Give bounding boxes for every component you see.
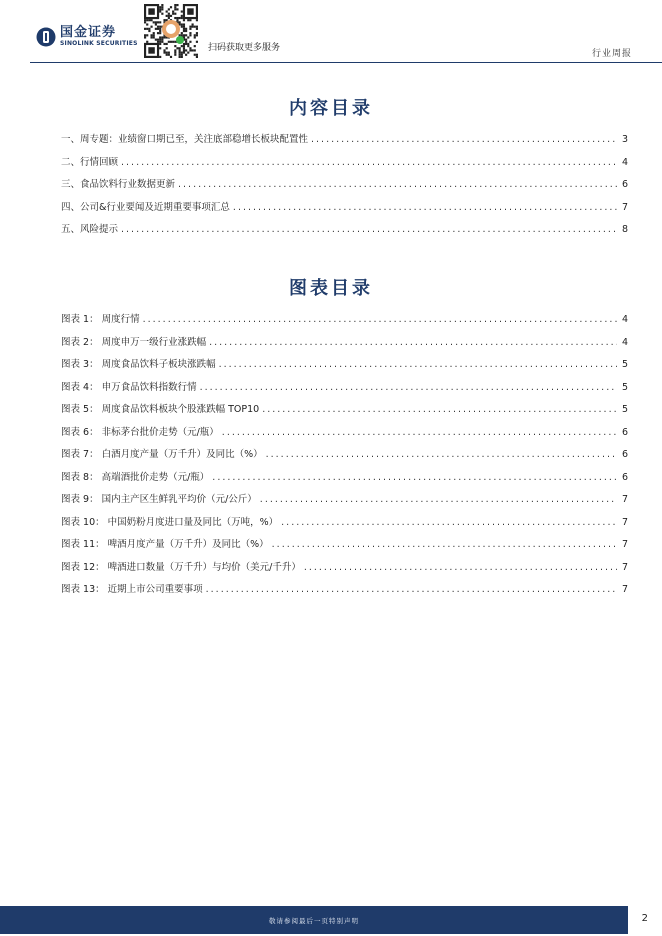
figure-entry[interactable]: [61, 491, 628, 514]
report-type-label: 行业周报: [591, 49, 632, 59]
entry-page: 7: [621, 494, 628, 505]
entry-label: 图表 7： 白酒月度产量（万千升）及同比（%）: [61, 449, 263, 460]
entry-page: 6: [621, 471, 628, 483]
dot-leader: [178, 179, 617, 190]
figure-entry[interactable]: [61, 559, 628, 582]
entry-label: 图表 9： 国内主产区生鲜乳平均价（元/公斤）: [61, 494, 257, 505]
entry-label: 五、风险提示: [61, 224, 119, 235]
contents-title: 内容目录: [289, 98, 373, 119]
figure-entry[interactable]: [61, 446, 628, 469]
entry-page: 4: [621, 314, 628, 325]
dot-leader: [200, 382, 617, 393]
figure-entry[interactable]: [61, 356, 628, 379]
entry-label: 图表 8： 高端酒批价走势（元/瓶）: [61, 471, 210, 483]
entry-page: 7: [621, 201, 628, 213]
logo-name-en: SINOLINK SECURITIES: [60, 40, 138, 47]
dot-leader: [121, 157, 617, 168]
figure-entry[interactable]: [61, 514, 628, 537]
entry-label: 三、食品饮料行业数据更新: [61, 179, 176, 190]
entry-label: 图表 10： 中国奶粉月度进口量及同比（万吨，%）: [61, 516, 279, 528]
dot-leader: [262, 404, 617, 415]
entry-label: 一、周专题：业绩窗口期已至，关注底部稳增长板块配置性: [61, 134, 309, 145]
figures-title: 图表目录: [289, 278, 373, 299]
entry-label: 图表 4： 申万食品饮料指数行情: [61, 381, 197, 393]
entry-label: 图表 11： 啤酒月度产量（万千升）及同比（%）: [61, 539, 269, 550]
entry-label: 图表 3： 周度食品饮料子板块涨跌幅: [61, 359, 216, 370]
qr-caption: 扫码获取更多服务: [208, 43, 281, 53]
entry-page: 7: [621, 561, 628, 573]
entry-page: 6: [621, 449, 628, 460]
dot-leader: [281, 517, 617, 528]
entry-label: 图表 5： 周度食品饮料板块个股涨跌幅 TOP10: [61, 404, 260, 415]
figure-entry[interactable]: [61, 311, 628, 334]
figures-list: [61, 311, 628, 604]
footer-bar: [0, 906, 628, 934]
entry-label: 图表 2： 周度申万一级行业涨跌幅: [61, 336, 207, 348]
header-divider: [30, 62, 662, 63]
logo-mark-icon: [36, 27, 56, 47]
entry-label: 四、公司&行业要闻及近期重要事项汇总: [61, 201, 230, 213]
figure-entry[interactable]: [61, 379, 628, 402]
entry-page: 8: [621, 224, 628, 235]
dot-leader: [219, 359, 617, 370]
entry-page: 5: [621, 404, 628, 415]
page-header: [0, 0, 662, 66]
dot-leader: [209, 337, 617, 348]
entry-page: 4: [621, 156, 628, 168]
figure-entry[interactable]: [61, 581, 628, 604]
entry-page: 7: [621, 516, 628, 528]
dot-leader: [311, 134, 617, 145]
dot-leader: [121, 224, 617, 235]
entry-label: 二、行情回顾: [61, 156, 119, 168]
dot-leader: [143, 314, 617, 325]
entry-page: 6: [621, 426, 628, 438]
logo-name-cn: 国金证券: [60, 25, 117, 40]
toc-entry[interactable]: [61, 176, 628, 199]
dot-leader: [266, 449, 617, 460]
toc-entry[interactable]: [61, 131, 628, 154]
toc-entry[interactable]: [61, 199, 628, 222]
entry-label: 图表 13： 近期上市公司重要事项: [61, 584, 203, 595]
figure-entry[interactable]: [61, 424, 628, 447]
dot-leader: [233, 202, 617, 213]
toc-entry[interactable]: [61, 154, 628, 177]
entry-label: 图表 12： 啤酒进口数量（万千升）与均价（美元/千升）: [61, 561, 301, 573]
entry-page: 3: [621, 134, 628, 145]
entry-page: 4: [621, 336, 628, 348]
figure-entry[interactable]: [61, 469, 628, 492]
entry-page: 5: [621, 381, 628, 393]
figure-entry[interactable]: [61, 401, 628, 424]
dot-leader: [212, 472, 617, 483]
entry-page: 7: [621, 584, 628, 595]
dot-leader: [206, 584, 617, 595]
dot-leader: [260, 494, 617, 505]
entry-label: 图表 6： 非标茅台批价走势（元/瓶）: [61, 426, 219, 438]
dot-leader: [304, 562, 617, 573]
qr-code-icon[interactable]: [144, 4, 198, 58]
page-number: 2: [641, 913, 648, 924]
entry-page: 6: [621, 179, 628, 190]
dot-leader: [222, 427, 617, 438]
footer-disclaimer: 敬请参阅最后一页特别声明: [269, 916, 359, 925]
entry-page: 7: [621, 539, 628, 550]
figure-entry[interactable]: [61, 334, 628, 357]
figure-entry[interactable]: [61, 536, 628, 559]
entry-page: 5: [621, 359, 628, 370]
contents-list: [61, 131, 628, 244]
toc-entry[interactable]: [61, 221, 628, 244]
dot-leader: [272, 539, 617, 550]
entry-label: 图表 1： 周度行情: [61, 314, 140, 325]
company-logo: [36, 26, 138, 47]
